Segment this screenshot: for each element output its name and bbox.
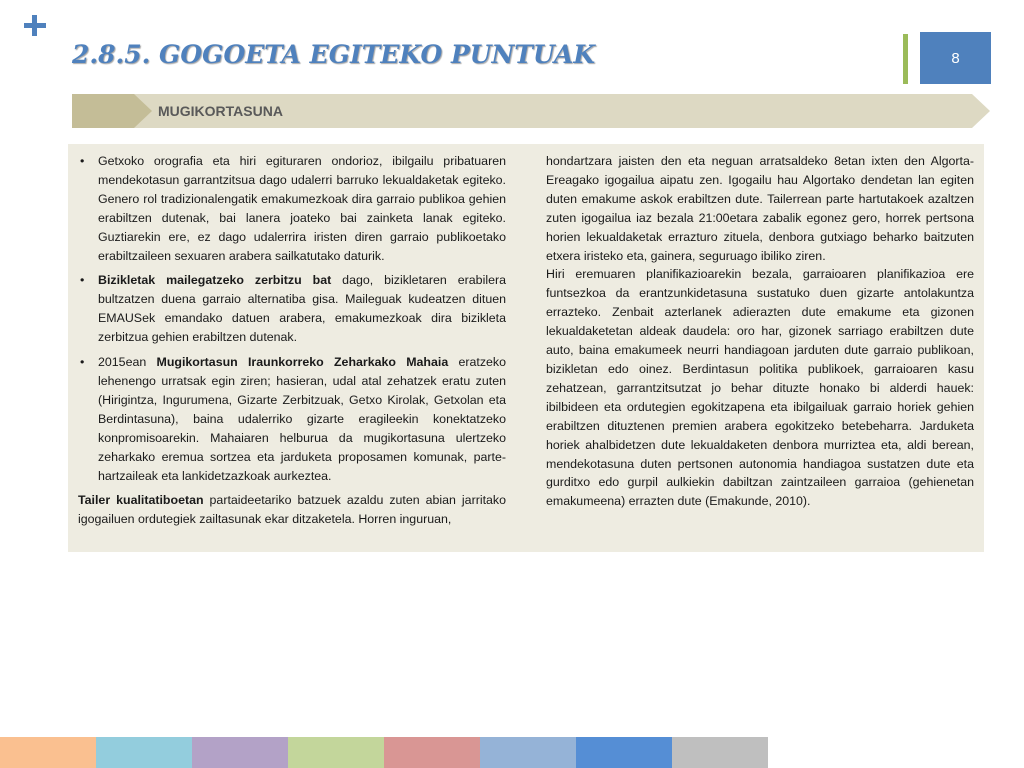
strip-segment [384, 737, 480, 768]
closing-paragraph [78, 491, 506, 529]
right-paragraph-1: hondartzara jaisten den eta neguan arratsaldeko 8etan ixten den Algorta-Ereagako igogailua aipatu zen. Igogailu hau Algortako dendetan lan egiten duten emakume askok erabiltzen dute. Tailerrean parte hartutakoek azaltzen zuten igogailua iaz bezala 21:00etara zabalik egonez gero, horrek pertsona horien lekualdaketak errazturo zituela, denbora gutxiago beharko baitzuten etxera iristeko eta, gainera, seguruago ibiliko ziren. [546, 154, 974, 263]
strip-segment [288, 737, 384, 768]
strip-segment [672, 737, 768, 768]
bullet-item [78, 271, 506, 347]
bullet-bold-text: Bizikletak mailegatzeko zerbitzu bat [98, 273, 332, 288]
plus-icon [24, 12, 52, 40]
page-number [920, 32, 991, 84]
bullet-text: dago, bizikletaren erabilera bultzatzen duena garraio alternatiba gisa. Maileguak kudeatzen dituen EMAUSek emandako datuen arabera, emakumezkoak dira bizikleta zerbitzua gehien erabiltzen dutenak. [98, 273, 506, 345]
content-box [68, 144, 984, 552]
bullet-bold-text: Mugikortasun Iraunkorreko Zeharkako Mahaia [156, 355, 449, 370]
page-number-text: 8 [951, 49, 960, 67]
bullet-text: eratzeko lehenengo urratsak egin ziren; hasieran, udal atal zehatzek eratu zuten (Hirigintza, Ingurumena, Gizarte Zerbitzuak, Getxo Kirolak, Getxolan eta Berdintasuna), baina udalerriko gizarte eragileekin konektatzeko konpromisoarekin. Mahaiaren helburua da mugikortasuna ulertzeko zeharkako eremua sortzea eta jarduketa proposamen komunak, parte-hartzaileak eta lankidetzazkoak aurkeztea. [98, 355, 507, 483]
strip-segment [192, 737, 288, 768]
bullet-lead-text: 2015ean [98, 355, 157, 370]
right-column [546, 152, 974, 511]
strip-segment [480, 737, 576, 768]
bullet-text: Getxoko orografia eta hiri egituraren ondorioz, ibilgailu pribatuaren mendekotasun garrantzitsua dago udalerri barruko lekualdaketak egiteko. Genero rol tradizionalengatik emakumezkoak dira garraio publikoa gehien erabiltzen dutenak, bai lanera joateko bai zainketa lanak egiteko. Guztiarekin ere, ez dago udalerrira iristen diren garraio publikoetako erabiltzaileen sexuaren arabera sailkatutako daturik. [98, 154, 506, 263]
strip-segment [0, 737, 96, 768]
section-banner [72, 94, 990, 128]
left-column [78, 152, 506, 529]
section-label: MUGIKORTASUNA [158, 103, 283, 119]
strip-segment [96, 737, 192, 768]
strip-segment [576, 737, 672, 768]
bullet-item [78, 152, 506, 265]
title-accent-bar [903, 34, 908, 84]
slide-title: 2.8.5. GOGOETA EGITEKO PUNTUAK [72, 40, 596, 69]
footer-color-strip [0, 737, 768, 768]
bullet-item [78, 353, 506, 485]
closing-bold-text: Tailer kualitatiboetan [78, 493, 204, 508]
right-paragraph-2: Hiri eremuaren planifikazioarekin bezala, garraioaren planifikazioa ere funtsezkoa da erantzunkidetasuna sustatuko duen gizarte antolakuntza errazteko. Zenbait azterlanek adierazten dute emakume eta gizonen lekualdaketetan aldeak daudela: oro har, gizonek sarriago erabiltzen dute auto, baina emakumeek neurri handiagoan jarduten dute garraio publikoan, bizikletan edo oinez. Berdintasun politika publikoek, garraioaren kasu zehatzean, garrantzitsutzat jo behar dituzte honako bi alderdi hauek: ibilbideen eta ordutegien egokitzapena eta ibilgailuak garraio horiek gehien erabiltzen dituztenen premien arabera egokitzeko betebeharra. Jarduketa horiek ahalbidetzen dute lekualdaketen denbora murriztea eta, aldi berean, mendekotasuna duten pertsonen autonomia handiagoa sustatzen dute eta gurditxo edo gurpil aulkiekin dabiltzan zaintzaileen garraioa (gehienetan emakumeena) errazten dute (Emakunde, 2010). [546, 267, 974, 509]
closing-text: partaideetariko batzuek azaldu zuten abian jarritako igogailuen ordutegiek zailtasunak ekar ditzaketela. Horren inguruan, [78, 493, 506, 527]
